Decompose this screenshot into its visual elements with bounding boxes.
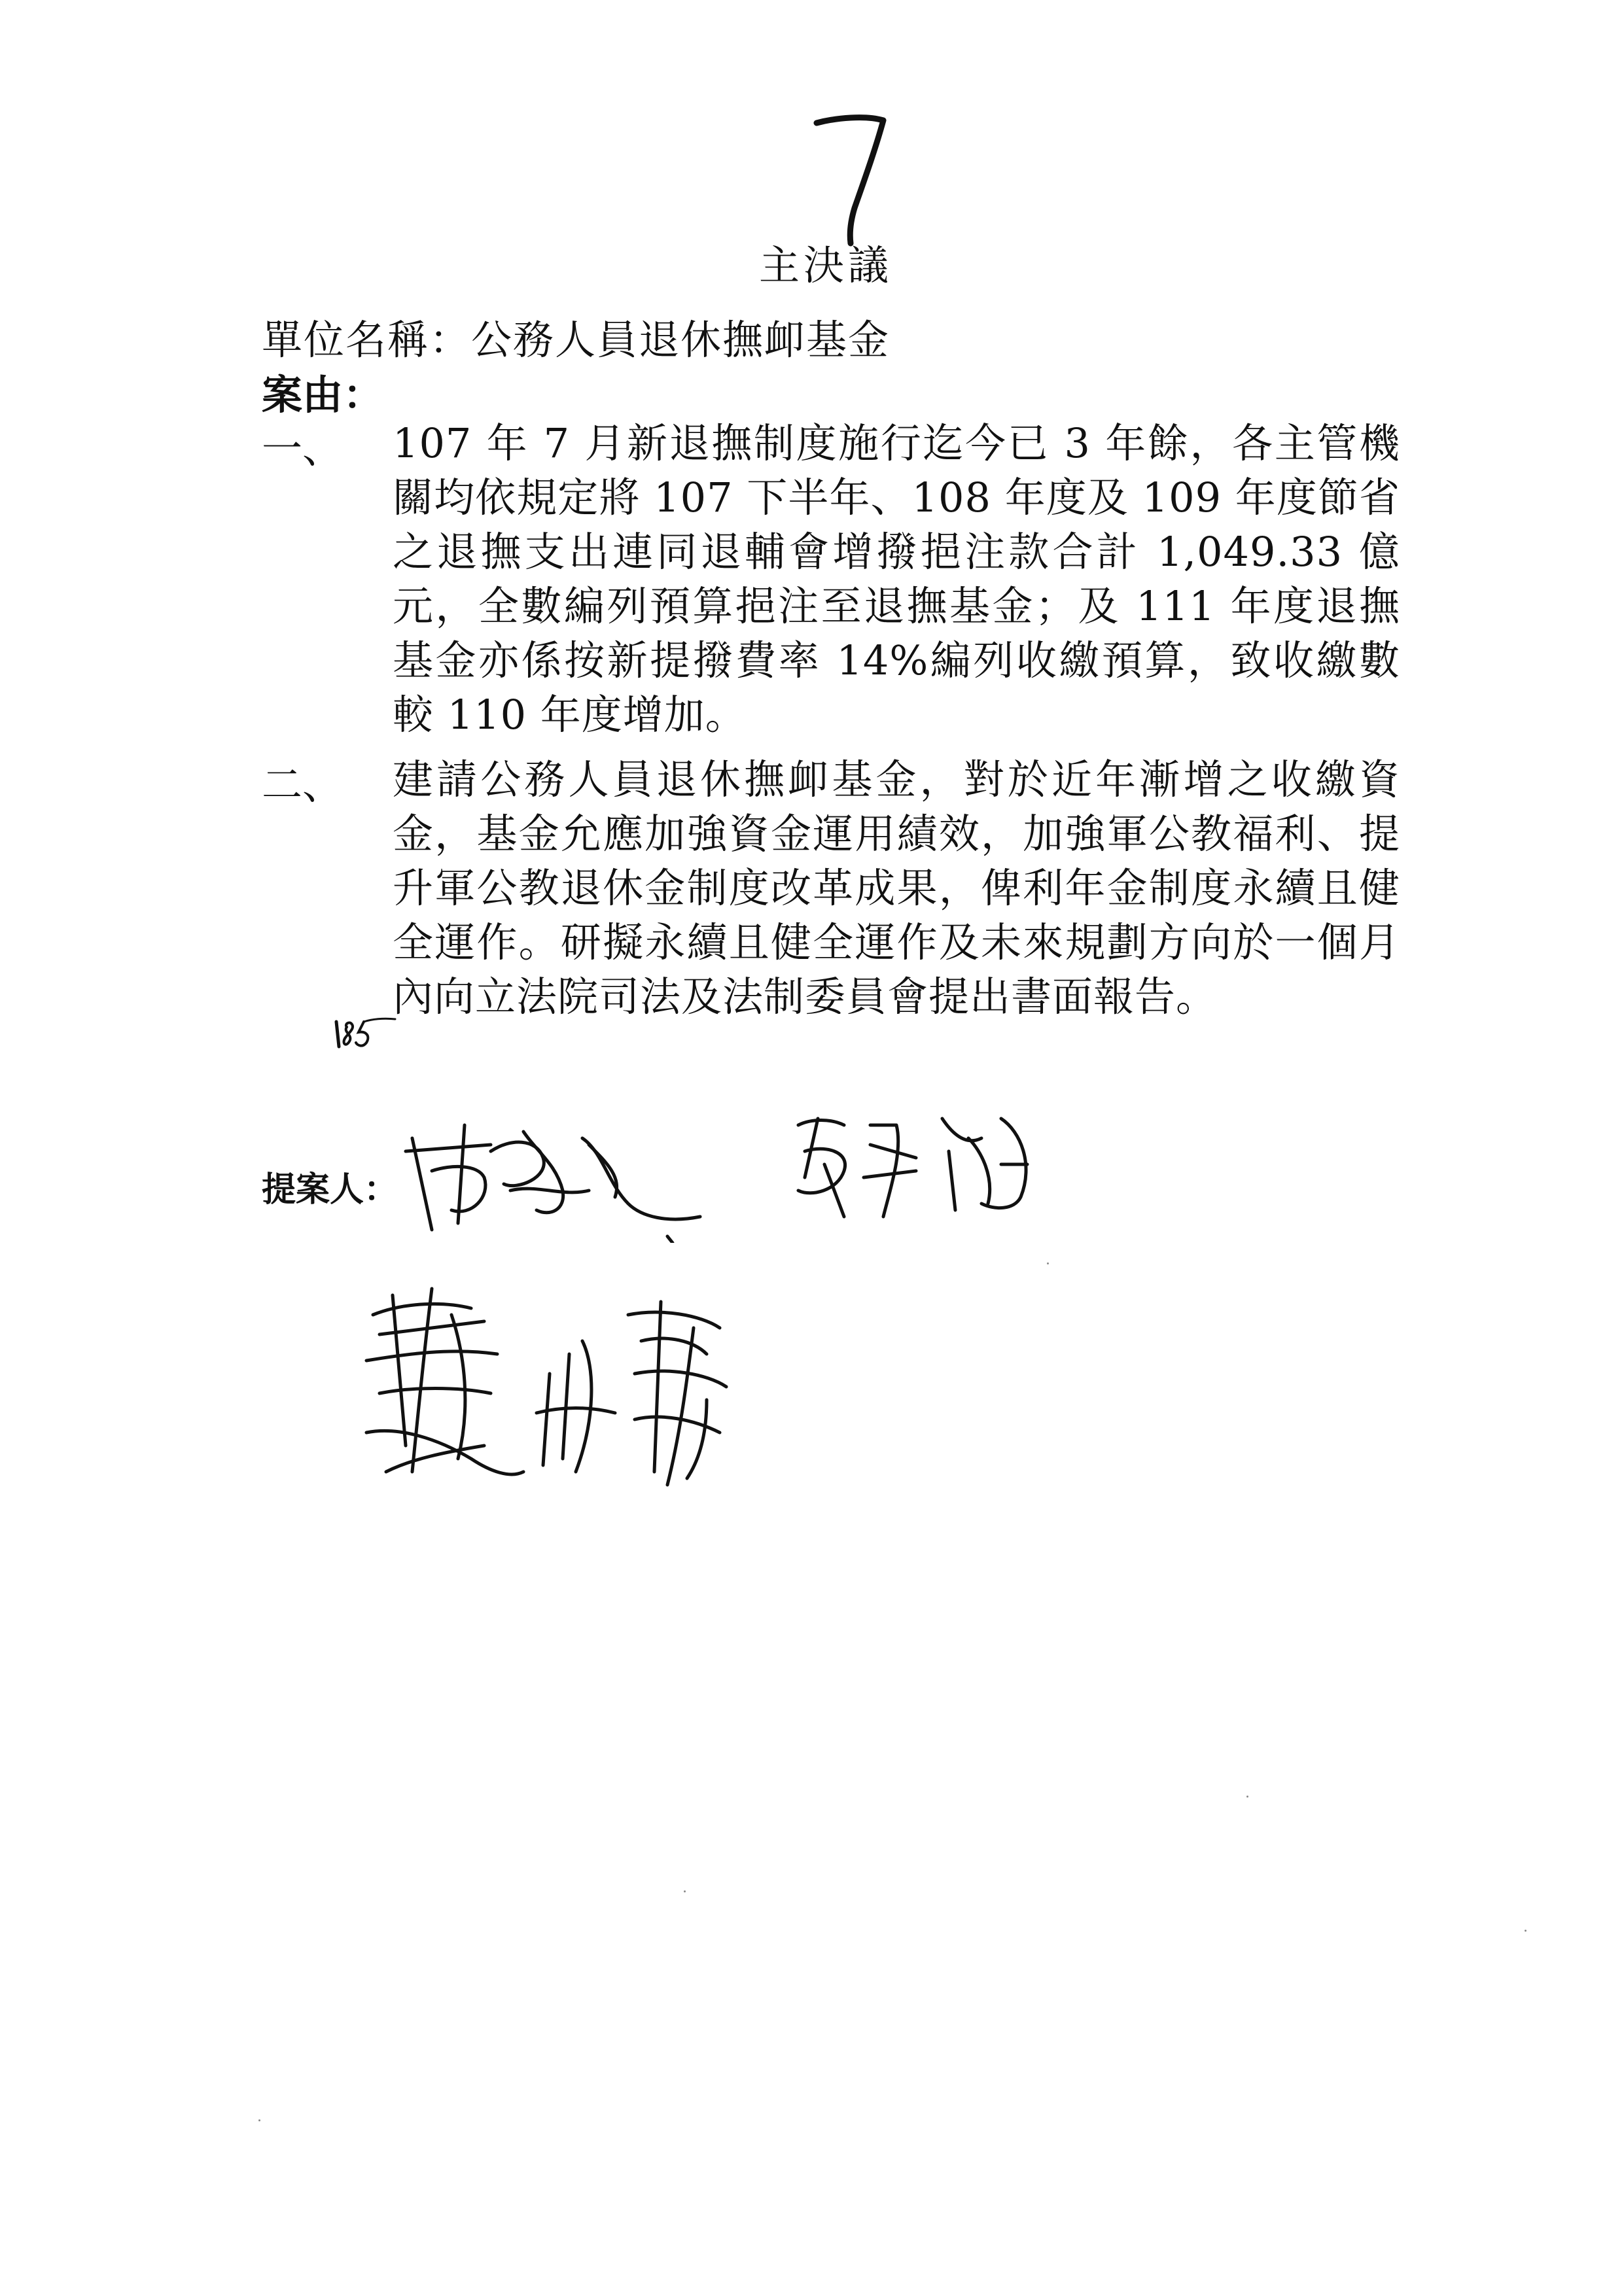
scan-speck — [258, 2119, 260, 2121]
unit-name: 公務人員退休撫卹基金 — [471, 316, 891, 364]
proposer-label: 提案人： — [262, 1170, 398, 1209]
reason-label: 案由： — [262, 371, 384, 419]
item-text: 107 年 7 月新退撫制度施行迄今已 3 年餘，各主管機關均依規定將 107 下半年、108 年度及 109 年度節省之退撫支出連同退輔會增撥挹注款合計 1,049.33 億元，全數編列預算挹注至退撫基金；及 111 年度退撫基金亦係按新提撥費率 14%編列收繳預算，致收繳數較 110 年度增加。 — [393, 419, 1400, 739]
signature-3 — [353, 1276, 772, 1498]
unit-name-line — [262, 307, 890, 366]
handwritten-margin-mark — [332, 1013, 398, 1052]
scan-speck — [684, 1890, 686, 1892]
signature-2 — [785, 1099, 1047, 1243]
unit-label: 單位名稱： — [262, 316, 472, 364]
handwritten-number-seven — [803, 103, 895, 247]
scan-speck — [1525, 1930, 1527, 1932]
item-text: 建請公務人員退休撫卹基金，對於近年漸增之收繳資金，基金允應加強資金運用績效，加強軍公教福利、提升軍公教退休金制度改革成果，俾利年金制度永續且健全運作。研擬永續且健全運作及未來規劃方向於一個月內向立法院司法及法制委員會提出書面報告。 — [393, 756, 1400, 1020]
document-type-title: 主決議 — [759, 241, 893, 289]
signature-1 — [393, 1112, 733, 1243]
item-number: 二、 — [262, 761, 344, 809]
scan-speck — [1047, 1262, 1049, 1264]
item-number: 一、 — [262, 425, 344, 472]
scan-speck — [1246, 1796, 1248, 1798]
